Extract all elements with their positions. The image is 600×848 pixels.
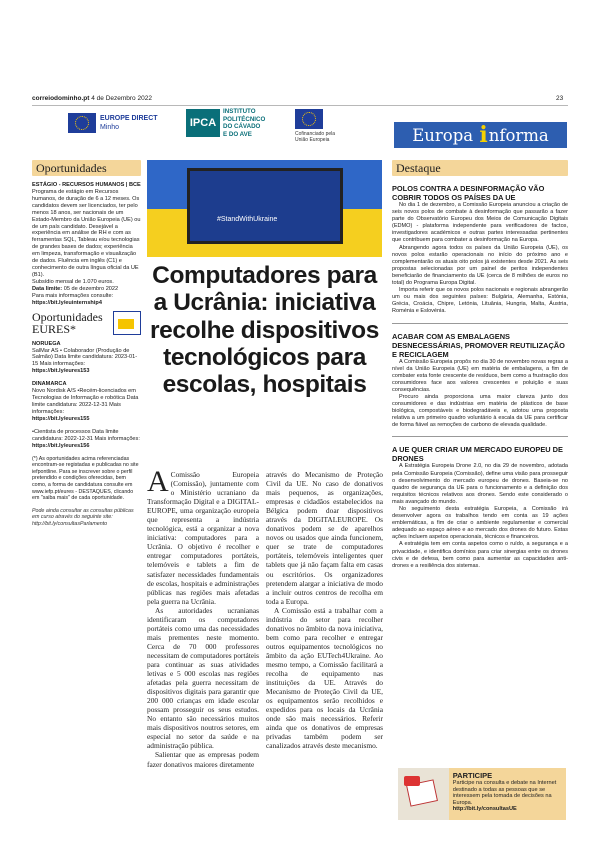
- europe-direct-label: EUROPE DIRECT: [100, 115, 158, 122]
- header-rule: [32, 105, 568, 106]
- page-header-left: [32, 95, 152, 102]
- ukraine-laptop-photo: [147, 160, 382, 257]
- article-paragraph: Comissão Europeia (Comissão), juntamente com o Ministério ucraniano da Transformação Digital e a DIGITAL-EUROPE, uma organização europeia que representa a indústria tecnológica, está a organizar a nova iniciativa: computadores para a Ucrânia. O objetivo é recolher e entregar computadores portáteis, telemóveis e tablets a fim de satisfazer necessidades fundamentais de escolas, hospitais e administrações públicas nas regiões mais afetadas pela guerra na Ucrânia.: [147, 470, 259, 606]
- article-column-2: [266, 470, 383, 750]
- job-link[interactable]: https://bit.ly/eures153: [32, 368, 90, 375]
- page-number: 23: [556, 95, 564, 102]
- europa-informa-banner: [394, 122, 567, 148]
- stage-title: ESTÁGIO - RECURSOS HUMANOS | BCE: [32, 182, 141, 188]
- job-text: Novo Nordisk A/S •Recém-licenciados em Tecnologias de Informação e robótica Data limite candidatura: 2022-12-31 Mais informações:: [32, 388, 139, 415]
- stage-more: Para mais informações consulte:: [32, 292, 114, 299]
- section-title: Destaque: [392, 160, 568, 176]
- article-headline: Computadores para a Ucrânia: iniciativa recolhe dispositivos tecnológicos para escolas, hospitais: [150, 262, 379, 399]
- ipca-line: DO CÁVADO: [223, 123, 261, 130]
- participe-box: [398, 768, 566, 820]
- participe-link[interactable]: http://bit.ly/consultasUE: [452, 806, 517, 812]
- job-link[interactable]: https://bit.ly/eures155: [32, 415, 90, 422]
- drop-cap: A: [147, 465, 169, 498]
- eu-fund-line: Cofinanciado pela: [295, 131, 336, 137]
- ipca-line: INSTITUTO: [223, 108, 256, 115]
- eures-note: (*) As oportunidades acima referenciadas encontram-se registadas e publicadas no site iefpontline. Para se inscrever sobre o perfil pretendido e condições oferecidas, bem como, a forma de candidatura consulte em www.iefp.pt/eures - DESTAQUES, clicando em "saiba mais" de cada oportunidade.: [32, 455, 139, 502]
- eures-title-line: Oportunidades: [32, 309, 103, 324]
- article-text: No dia 1 de dezembro, a Comissão Europeia anunciou a criação de seis novos polos de combate à desinformação que passarão a fazer parte do Observatório Europeu dos Meios de Comunicação Digitais (EDMO) - plataforma independente para verificadores de factos, investigadores académicos e outras partes interessadas pertinentes que contribuem para combater a desinformação na Europa. Abrangendo agora todos os países da União Europeia (UE), os novos polos estarão operacionais no início do próximo ano e complementarão os atuais oito polos já existentes desde 2021. As seis propostas selecionadas por um painel de peritos independentes beneficiarão de financiamento da UE (cerca de 8 milhões de euros no total) do Programa Europa Digital. Importa referir que os novos polos nacionais e regionais abrangerão um ou mais dos seguintes países: Bulgária, Alemanha, Estónia, Grécia, Croácia, Chipre, Letónia, Lituânia, Hungria, Malta, Áustria, Roménia e Eslovénia.: [392, 202, 568, 315]
- eu-fund-line: União Europeia: [295, 137, 330, 143]
- ipca-abbr: IPCA: [186, 109, 220, 137]
- banner-word: Europa: [412, 125, 474, 145]
- stage-allowance: Subsídio mensal de 1.070 euros.: [32, 278, 114, 285]
- stage-text: Programa de estágio em Recursos humanos, de duração de 6 a 12 meses. Os candidatos devem ser licenciados, ter pelo menos 18 anos, ser nacionais de um Estado-Membro da União Europeia (UE) ou de um país candidato. Desejável a experiência em análise de RH e com as ferramentas SQL, Tableau e/ou tecnologias de grandes bases de dados; experiência em limpeza, transformação e visualização de dados. Fluência em inglês (C1) e conhecimento de outra língua oficial da UE (B1).: [32, 189, 141, 278]
- eures-header: [32, 311, 141, 335]
- europe-direct-region: Minho: [100, 124, 120, 131]
- laptop-screen: [187, 168, 343, 244]
- banner-word: nforma: [488, 125, 549, 145]
- megaphone-icon: [398, 768, 449, 820]
- stage-link[interactable]: https://bit.ly/euinternship4: [32, 299, 102, 306]
- article-title: ACABAR COM AS EMBALAGENS DESNECESSÁRIAS, PROMOVER REUTILIZAÇÃO E RECICLAGEM: [392, 331, 565, 359]
- article-text: A Estratégia Europeia Drone 2.0, no dia 29 de novembro, adotada pela Comissão Europeia (Comissão), define uma visão para prosseguir o desenvolvimento do mercado europeu de drones. Baseia-se no quadro de segurança da UE para o funcionamento e a definição dos requisitos técnicos relativos aos drones. Sendo este considerado o mais avançado do mundo. No seguimento desta estratégia Europeia, a Comissão irá desenvolver agora os trabalhos tendo em conta as 19 ações emblemáticas, a fim de criar o ambiente regulamentar e comercial adequado ao espaço aéreo e ao mercado dos drones do futuro. Estas ações incluem aspetos operacionais, técnicos e financeiros. A estratégia tem em conta aspetos como o ruído, a segurança e a privacidade, e identifica domínios para criar sinergias entre os drones civis e de defesa, bem como para aumentar as capacidades anti-drones e a resiliência dos sistemas.: [392, 463, 568, 569]
- banner-i: i: [479, 122, 488, 148]
- article-text: A Comissão Europeia propôs no dia 30 de novembro novas regras a nível da União Europeia (UE) em matéria de embalagens, a fim de combater esta fonte crescente de resíduos, bem como a frustração dos consumidores face aos valores crescentes e poluição e suas consequências. Procuro ainda proporciona uma maior clareza junto dos consumidores e das indústrias em matéria de plásticos de base biológica, compostáveis e biodegradáveis e, adotou uma proposta relativa a um primeiro quadro voluntário à escala da UE para certificar de forma fiável as remoções de carbono de elevada qualidade.: [392, 358, 568, 429]
- participe-title: PARTICIPE: [452, 771, 493, 780]
- issue-date: 4 de Dezembro 2022: [91, 95, 152, 102]
- article-paragraph: através do Mecanismo de Proteção Civil da UE. No caso de donativos mais pequenos, as organizações, empresas e cidadãos estabelecidos na Bélgica podem doar dispositivos através da DIGITALEUROPE. Os donativos podem se de aparelhos novos ou usados que ainda funcionem, quer se trate de computadores portáteis, telemóveis inteligentes quer tablets que já não façam falta em casas ou escritórios. Os organizadores pretendem alargar a iniciativa de modo a incluir outros centros de recolha em toda a Europa.: [266, 470, 383, 606]
- article-paragraph: As autoridades ucranianas identificaram os computadores portáteis como uma das necessidades mais prementes neste momento. Cerca de 70 000 professores necessitam de computadores portáteis para continuar as suas atividades letivas e 5 000 escolas nas regiões afetadas pela guerra necessitam de dispositivos digitais para garantir que 200 000 crianças em idade escolar possam prosseguir os seus estudos. No entanto são necessários muitos mais dispositivos noutros setores, em especial no setor da saúde e na administração pública.: [147, 605, 259, 751]
- divider: [392, 436, 568, 437]
- section-title: Oportunidades: [32, 160, 141, 176]
- eures-logo-icon: [113, 311, 141, 335]
- eu-flag-icon: [68, 113, 96, 133]
- article-column-1: [147, 465, 259, 769]
- participe-text: Participe na consulta e debate na Internet destinado a todas as pessoas que se interessem pela tomada de decisões na Europa.: [452, 780, 557, 806]
- site-name[interactable]: correiodominho.pt: [32, 95, 90, 102]
- right-column: [392, 160, 568, 570]
- ipca-line: E DO AVE: [223, 130, 252, 138]
- job-country: NORUEGA: [32, 340, 61, 347]
- divider: [392, 323, 568, 324]
- article-title: POLOS CONTRA A DESINFORMAÇÃO VÃO COBRIR TODOS OS PAÍSES DA UE: [392, 184, 545, 202]
- stage-deadline: Data limite: 05 de dezembro 2022: [32, 285, 119, 292]
- job-country: DINAMARCA: [32, 381, 67, 388]
- job-link[interactable]: https://bit.ly/eures156: [32, 442, 90, 449]
- job-text: •Cientista de processos Data limite candidatura: 2022-12-31 Mais informações:: [32, 428, 140, 442]
- article-paragraph: Salientar que as empresas podem fazer donativos maiores diretamente: [147, 750, 259, 769]
- consultation-note: Pode ainda consultar as consultas públicas em curso através do seguinte site: http://bit.ly/consultasParlamento: [32, 507, 134, 527]
- ipca-line: POLITÉCNICO: [223, 115, 266, 123]
- article-paragraph: A Comissão está a trabalhar com a indústria do setor para recolher donativos no âmbito da nova iniciativa, bem como para recolher e entregar outros equipamentos tecnológicos no âmbito da ação EUTech4Ukraine. Ao mesmo tempo, a Comissão facilitará a recolha de equipamento nas instituições da UE. Através do Mecanismo de Proteção Civil da UE, os equipamentos serão recolhidos e expedidos para os locais da Ucrânia onde são mais necessários. Referir ainda que os donativos de empresas privadas também podem ser canalizados através deste mecanismo.: [266, 605, 383, 751]
- eu-flag-icon: [295, 109, 323, 129]
- job-text: SalMar AS • Colaborador (Produção de Salmão) Data limite candidatura: 2023-01-15 Mais informações:: [32, 347, 138, 368]
- eu-cofunded-logo: [295, 109, 385, 149]
- europe-direct-logo: [68, 109, 180, 137]
- left-column: [32, 160, 141, 528]
- photo-hashtag: #StandWithUkraine: [217, 216, 278, 223]
- article-title: A UE QUER CRIAR UM MERCADO EUROPEU DE DRONES: [392, 445, 563, 464]
- eures-title-line: EURES*: [32, 321, 77, 336]
- ipca-logo: [186, 109, 284, 137]
